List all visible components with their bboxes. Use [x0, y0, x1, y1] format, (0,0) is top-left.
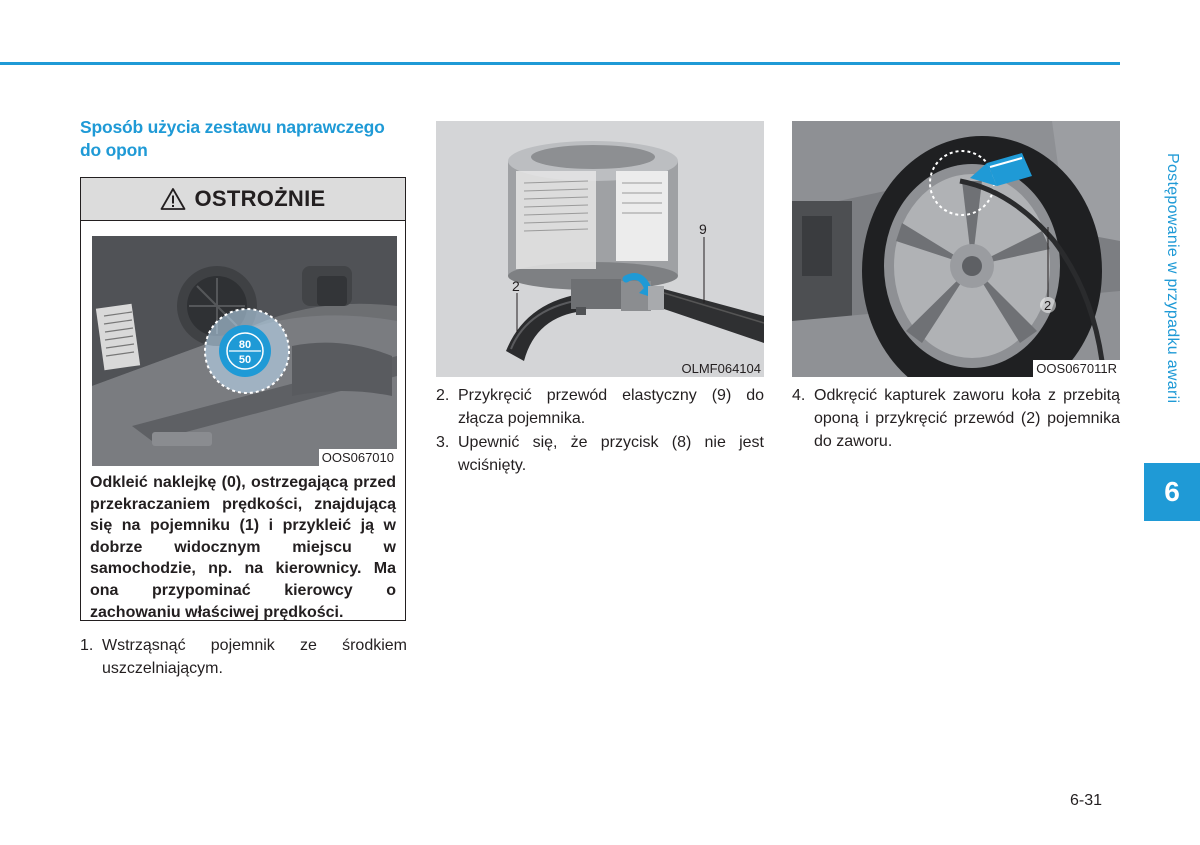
wheel-illustration	[792, 121, 1120, 377]
warning-triangle-icon	[160, 187, 186, 211]
wheel-photo	[792, 121, 1120, 377]
step-number: 4.	[792, 387, 806, 404]
chapter-side-tab	[1144, 96, 1200, 460]
step-number: 1.	[80, 637, 94, 654]
chapter-title: Postępowanie w przypadku awarii	[1164, 152, 1181, 404]
gauge-value-lower: 50	[238, 354, 252, 366]
step-2	[436, 384, 764, 430]
step-3	[436, 431, 764, 477]
step-number: 3.	[436, 434, 450, 451]
step-text: Odkręcić kapturek zaworu koła z przebitą oponą i przykręcić przewód (2) pojemnika do zaworu.	[814, 387, 1120, 450]
caution-header	[81, 178, 405, 221]
step-text: Przykręcić przewód elastyczny (9) do złącza pojemnika.	[458, 387, 764, 427]
section-title: Sposób użycia zestawu naprawczego do opon	[80, 117, 385, 160]
dashboard-photo	[92, 236, 397, 466]
callout-label-9: 9	[699, 221, 707, 237]
header-rule	[0, 62, 1120, 65]
figure-code: OOS067011R	[1033, 360, 1120, 377]
figure-code: OLMF064104	[681, 361, 761, 376]
container-photo	[436, 121, 764, 377]
figure-code: OOS067010	[319, 449, 397, 466]
caution-text: Odkleić naklejkę (0), ostrzegającą przed przekraczaniem prędkości, znajdującą się na pojemniku (1) i przykleić ją w dobrze widocznym miejscu w samochodzie, np. na kierownicy. Ma ona przypominać kierowcy o zachowaniu właściwej prędkości.	[90, 474, 396, 621]
step-text: Wstrząsnąć pojemnik ze środkiem uszczelniającym.	[102, 637, 407, 677]
step-text: Upewnić się, że przycisk (8) nie jest wciśnięty.	[458, 434, 764, 474]
caution-title: OSTROŻNIE	[194, 186, 326, 211]
dashboard-illustration	[92, 236, 397, 466]
callout-label-2: 2	[512, 278, 520, 294]
step-4	[792, 384, 1120, 453]
chapter-number-box	[1144, 463, 1200, 521]
container-illustration	[436, 121, 764, 377]
chapter-number: 6	[1164, 476, 1180, 507]
step-1	[80, 634, 407, 680]
callout-label-2: 2	[1044, 298, 1052, 313]
page-number: 6-31	[1070, 792, 1103, 809]
step-number: 2.	[436, 387, 450, 404]
gauge-value-upper: 80	[238, 339, 252, 351]
